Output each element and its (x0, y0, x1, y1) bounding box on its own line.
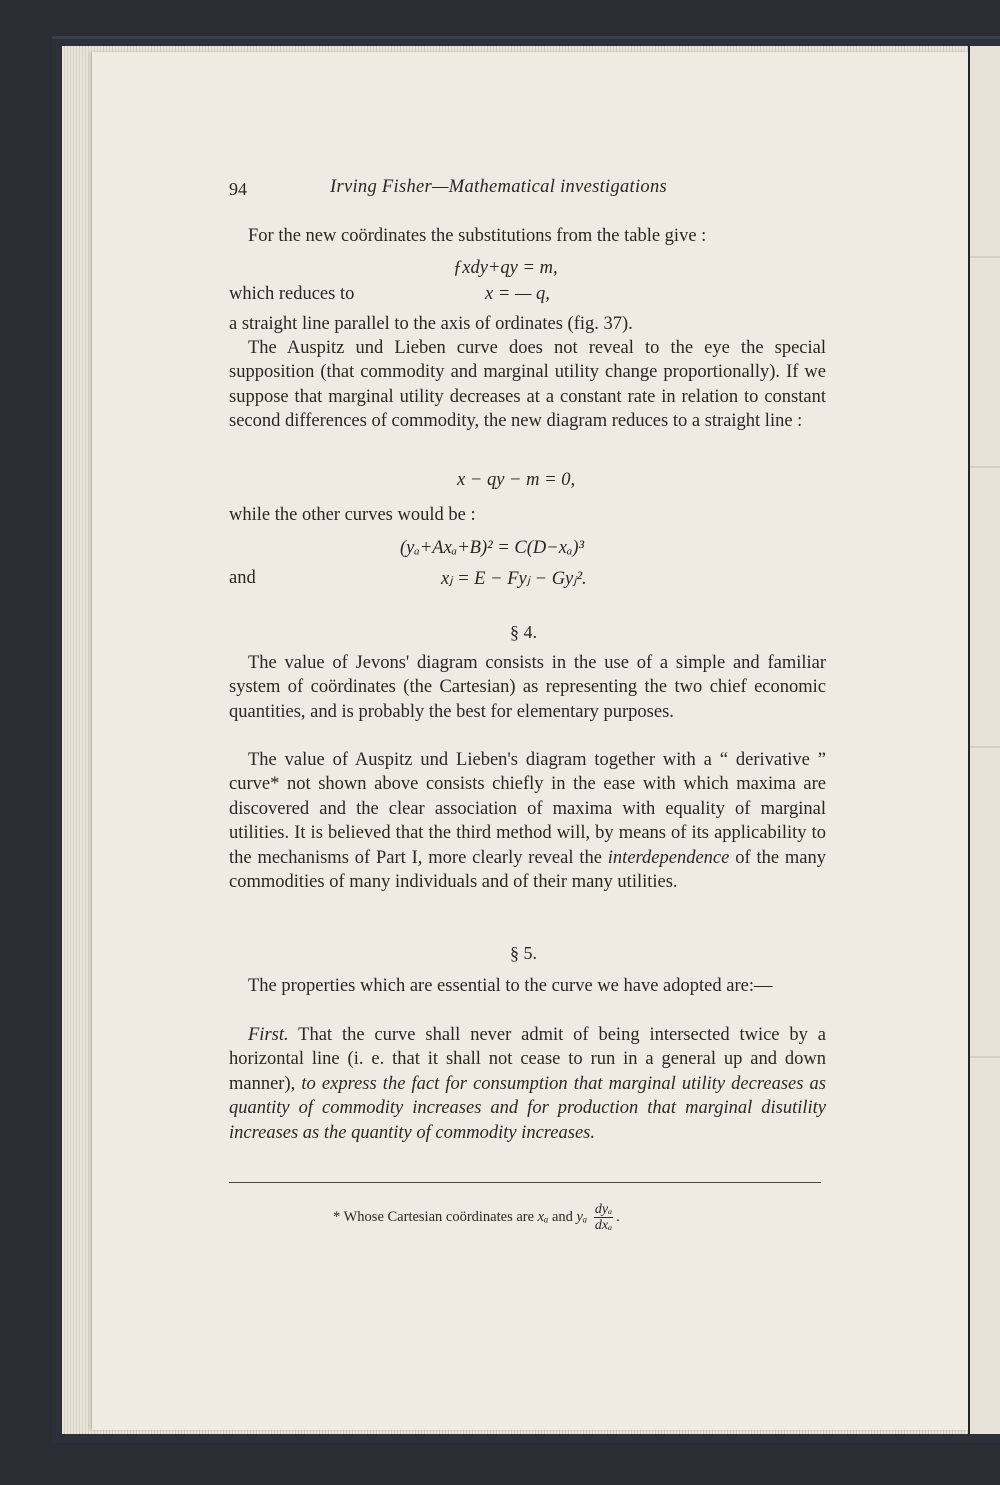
paragraph-jevons: The value of Jevons' diagram consists in the use of a simple and familiar system of coördinates (the Cartesian) as representing the two chief economic quantities, and is probably the best for elementary purposes. (229, 653, 826, 722)
page-number: 94 (229, 179, 247, 199)
first-property-text: That the curve shall never admit of being intersected twice by a horizontal line (i. e. that it shall not cease to run in a general up and down manner), (229, 1025, 826, 1094)
footnote-x-var: xₐ (537, 1208, 549, 1225)
footnote-end: . (616, 1208, 620, 1225)
equation-3: x − qy − m = 0, (457, 470, 576, 490)
equation-4: (yₐ+Axₐ+B)² = C(D−xₐ)³ (400, 538, 585, 558)
footnote-rule (229, 1182, 821, 1183)
running-title: Irving Fisher—Mathematical investigations (330, 177, 668, 197)
paragraph-auspitz-curve: The Auspitz und Lieben curve does not reveal to the eye the special supposition (that commodity and marginal utility change proportionally). If we suppose that marginal utility decreases at a constant rate in relation to constant second differences of commodity, the new diagram reduces to a straight line : (229, 338, 826, 432)
paragraph-auspitz-value-text-a: The value of Auspitz und Lieben's diagram together with a “ derivative ” curve* not shown above consists chiefly in the ease with which maxima are discovered and the clear association of maxima with equality of marginal utilities. It is believed that the third method will, by means of its applicability to the mechanisms of Part I, more clearly reveal the (229, 750, 826, 868)
section-4-heading: § 4. (510, 622, 537, 642)
footnote-derivative (594, 1202, 613, 1233)
facing-page-edge (968, 46, 1000, 1434)
derivative-numerator: dyₐ (594, 1202, 613, 1217)
footnote-y-var: yₐ (576, 1208, 588, 1225)
footnote-and: and (551, 1208, 573, 1225)
paragraph-auspitz-value-text-b: of the many commodities of many individuals and of their many utilities. (229, 847, 827, 893)
equation-5: xⱼ = E − Fyⱼ − Gyⱼ². (441, 569, 587, 589)
footnote (333, 1202, 620, 1233)
footnote-text: * Whose Cartesian coördinates are (333, 1208, 535, 1225)
equation-2: x = — q, (485, 284, 550, 304)
paragraph-auspitz-value (229, 748, 826, 894)
equation-1: ƒxdy+qy = m, (453, 258, 558, 278)
and-label: and (229, 568, 256, 588)
interdependence-italic: interdependence (607, 847, 730, 868)
section-5-heading: § 5. (510, 943, 537, 963)
derivative-denominator: dxₐ (594, 1218, 613, 1233)
paragraph-substitutions: For the new coördinates the substitutions from the table give : (248, 226, 707, 246)
paragraph-straight-line: a straight line parallel to the axis of ordinates (fig. 37). (229, 314, 633, 334)
paragraph-properties: The properties which are essential to the curve we have adopted are:— (248, 976, 773, 996)
reduces-label: which reduces to (229, 284, 355, 304)
first-lead: First. (248, 1025, 289, 1045)
paragraph-first-property (229, 1023, 826, 1145)
first-property-italic: to express the fact for consumption that marginal utility decreases as quantity of commodity increases and for production that marginal disutility increases as the quantity of commodity increases. (229, 1073, 827, 1143)
paragraph-other-curves: while the other curves would be : (229, 505, 476, 525)
